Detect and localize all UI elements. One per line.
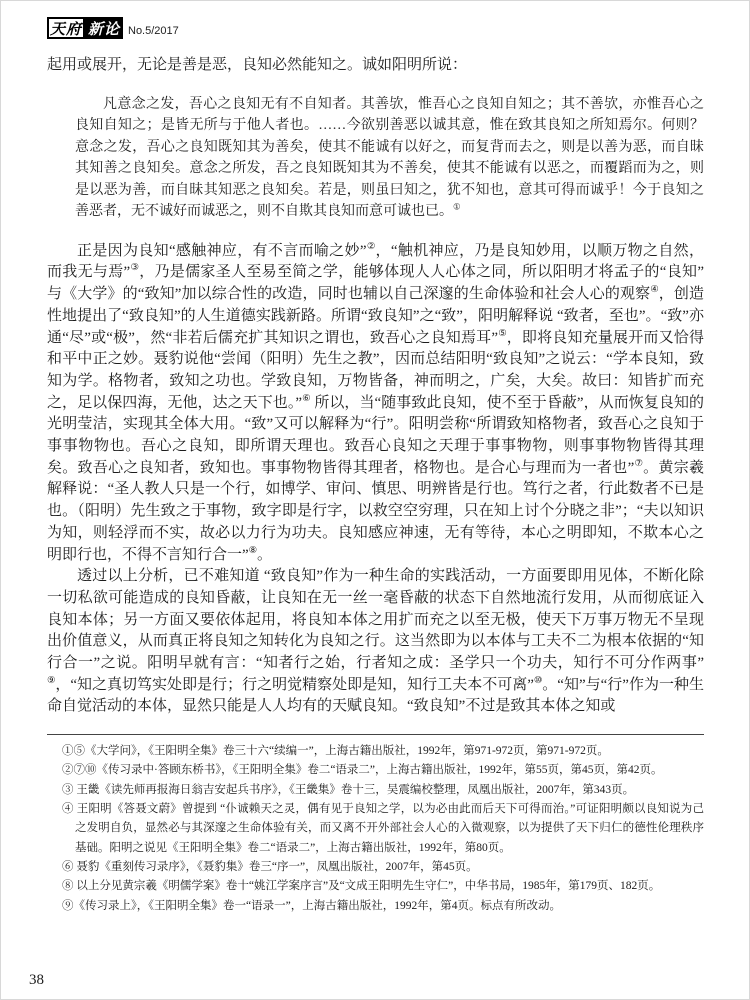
paragraph-conclusion: 透过以上分析，已不难知道 “致良知”作为一种生命的实践活动，一方面要即用见体，不断化除一切私欲可能造成的良知昏蔽，让良知在无一丝一毫昏蔽的状态下自然地流行发用，从而彻底证入良知本体；另一方面又要依体起用，将良知本体之用扩而充之以至无极，使天下万事万物无不呈现出价值意义，从而真正将良知之知转化为良知之行。这当然即为以本体与工夫不二为根本依据的“知行合一”之说。阳明早就有言：“知者行之始，行者知之成：圣学只一个功夫，知行不可分作两事”⑨，“知之真切笃实处即是行；行之明觉精察处即是知，知行工夫本不可离”⑩。“知”与“行”作为一种生命自觉活动的本体，显然只能是人人均有的天赋良知。“致良知”不过是致其本体之知或 [47, 568, 704, 715]
footnote-item-7: ⑨《传习录上》，《王阳明全集》卷一“语录一”，上海古籍出版社，1992年，第4页。标点有所改动。 [62, 899, 561, 912]
paragraph-analysis: 正是因为良知“感触神应，有不言而喻之妙”②，“触机神应，乃是良知妙用，以顺万物之自然，而我无与焉”③，乃是儒家圣人至易至简之学，能够体现人人心体之同，所以阳明才将孟子的“良知”与《大学》的“致知”加以综合性的改造，同时也辅以自己深邃的生命体验和社会人心的观察④，创造性地提出了“致良知”的人生道德实践新路。所谓“致良知”之“致”，阳明解释说 “致者，至也”。“致”亦通“尽”或“极”，然“非若后儒充扩其知识之谓也，致吾心之良知焉耳”⑤，即将良知充量展开而又恰得和平中正之妙。聂豹说他“尝闻（阳明）先生之教”，因而总结阳明“致良知”之说云：“学本良知，致知为学。格物者，致知之功也。学致良知，万物皆备，神而明之，广矣，大矣。故曰：知皆扩而充之，足以保四海，无他，达之天下也。”⑥ 所以，当“随事致此良知，使不至于昏蔽”，从而恢复良知的光明莹洁，实现其全体大用。“致”又可以解释为“行”。阳明尝称“所谓致知格物者，致吾心之良知于事事物物也。吾心之良知，即所谓天理也。致吾心良知之天理于事事物物，则事事物物皆得其理矣。致吾心之良知者，致知也。事事物物皆得其理者，格物也。是合心与理而为一者也”⑦。黄宗羲解释说：“圣人教人只是一个行，如博学、审问、慎思、明辨皆是行也。笃行之者，行此数者不已是也。（阳明）先生致之于事物，致字即是行字，以救空空穷理，只在知上讨个分晓之非”；“夫以知识为知，则轻浮而不实，故必以力行为功夫。良知感应神速，无有等待，本心之明即知，不欺本心之明即行也，不得不言知行合一”⑧。 [47, 241, 704, 563]
footnote-item-2: ②⑦⑩《传习录中·答顾东桥书》，《王阳明全集》卷二“语录二”，上海古籍出版社，1992年，第55页，第45页，第42页。 [62, 764, 663, 777]
article-body [47, 55, 704, 718]
issue-number: No.5/2017 [128, 25, 179, 37]
paragraph-continuation: 起用或展开，无论是善是恶，良知必然能知之。诚如阳明所说： [47, 57, 468, 73]
footnote-item-1: ①⑤《大学问》，《王阳明全集》卷三十六“续编一”，上海古籍出版社，1992年，第971-972页，第971-972页。 [62, 745, 609, 758]
journal-logo [47, 17, 123, 39]
footnotes-section [47, 734, 704, 916]
footnote-divider [47, 734, 704, 735]
blockquote-yangming-quote: 凡意念之发，吾心之良知无有不自知者。其善欤，惟吾心之良知自知之；其不善欤，亦惟吾心之良知自知之；是皆无所与于他人者也。……今欲别善恶以诚其意，惟在致其良知之所知焉尔。何则？意念之发，吾心之良知既知其为善矣，使其不能诚有以好之，而复背而去之，则是以善为恶，而自昧其知善之良知矣。意念之所发，吾之良知既知其为不善矣，使其不能诚有以恶之，而覆蹈而为之，则是以恶为善，而自昧其知恶之良知矣。若是，则虽曰知之，犹不知也，意其可得而诚乎！今于良知之善恶者，无不诚好而诚恶之，则不自欺其良知而意可诚也已。① [75, 96, 704, 220]
journal-logo-xinlun: 新论 [85, 17, 123, 39]
footnote-item-4: ④ 王阳明《答聂文蔚》曾提到 “仆诚赖天之灵，偶有见于良知之学，以为必由此而后天下可得而治。”可证阳明颇以良知说为己之发明自负，显然必与其深邃之生命体验有关，而又离不开外部社会人心的入微观察，以为提供了天下归仁的德性伦理秩序基础。阳明之说见《王阳明全集》卷二“语录二”，上海古籍出版社，1992年，第80页。 [62, 803, 704, 854]
page-number: 38 [29, 972, 44, 988]
footnote-item-3: ③ 王畿《读先师再报海日翁吉安起兵书序》，《王畿集》卷十三，吴震编校整理，凤凰出版社，2007年，第343页。 [62, 783, 635, 796]
footnote-item-5: ⑥ 聂豹《重刻传习录序》，《聂豹集》卷三“序一”，凤凰出版社，2007年，第45页。 [62, 860, 478, 873]
journal-logo-tianfu: 天府 [47, 17, 85, 39]
page-header [47, 15, 704, 39]
footnote-item-6: ⑧ 以上分见黄宗羲《明儒学案》卷十“姚江学案序言”及“文成王阳明先生守仁”，中华书局，1985年，第179页、182页。 [62, 880, 661, 893]
